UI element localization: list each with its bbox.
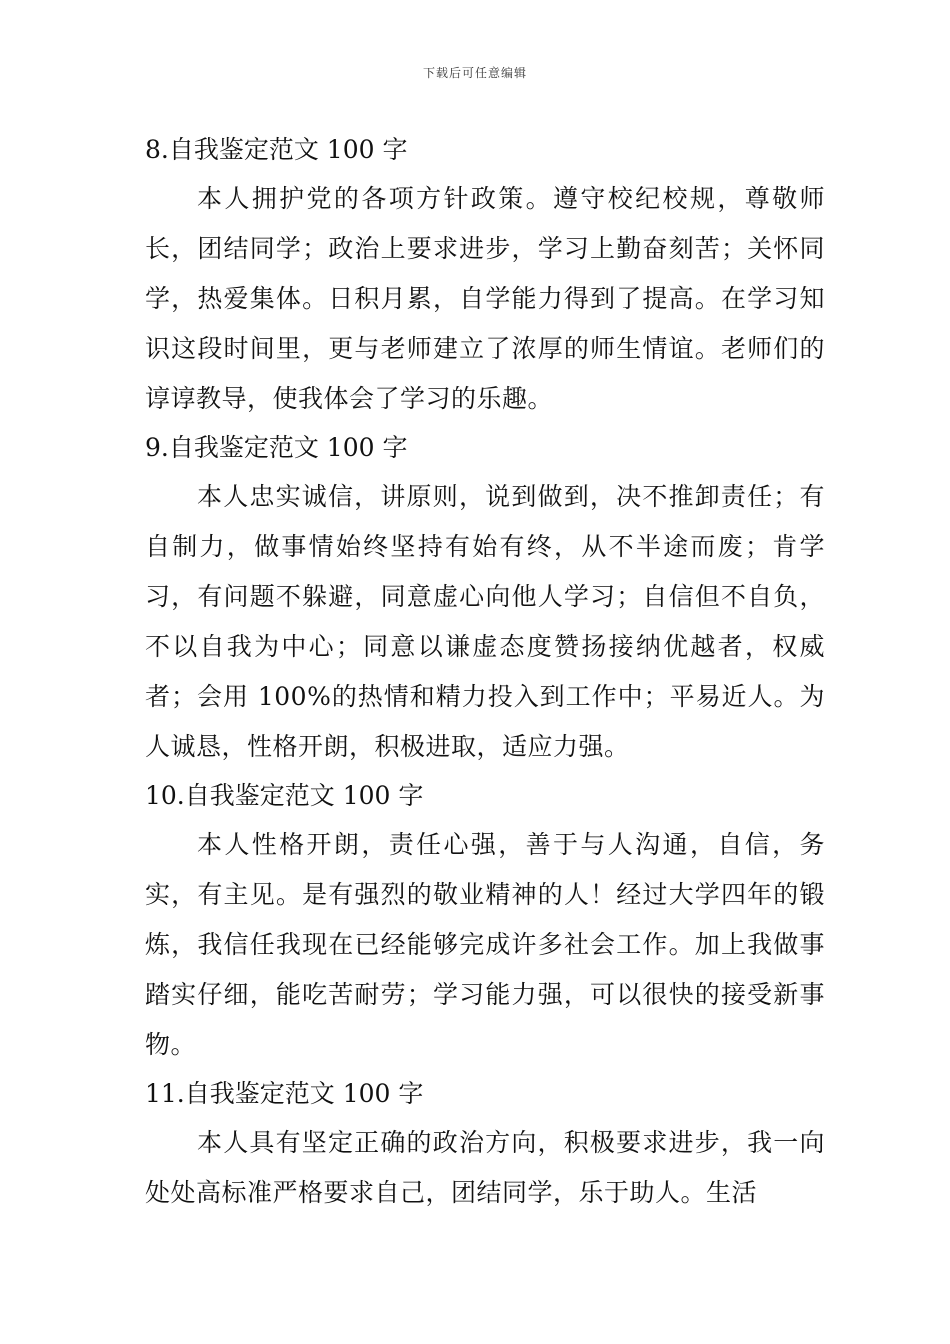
page-header: 下载后可任意编辑 [422,66,527,80]
section-heading: 11.自我鉴定范文 100 字 [145,1079,424,1108]
section-11 [145,1070,825,1218]
section-paragraph: 本人具有坚定正确的政治方向，积极要求进步，我一向处处高标准严格要求自己，团结同学，乐于助人。生活 [145,1128,825,1207]
section-heading: 8.自我鉴定范文 100 字 [145,135,408,164]
section-9 [145,424,825,772]
section-heading: 10.自我鉴定范文 100 字 [145,781,424,810]
section-8 [145,126,825,424]
section-heading: 9.自我鉴定范文 100 字 [145,433,408,462]
document-body [145,126,825,1218]
section-10 [145,772,825,1070]
section-paragraph: 本人拥护党的各项方针政策。遵守校纪校规，尊敬师长，团结同学；政治上要求进步，学习上勤奋刻苦；关怀同学，热爱集体。日积月累，自学能力得到了提高。在学习知识这段时间里，更与老师建立了浓厚的师生情谊。老师们的谆谆教导，使我体会了学习的乐趣。 [145,184,825,413]
section-paragraph: 本人性格开朗，责任心强，善于与人沟通，自信，务实，有主见。是有强烈的敬业精神的人！经过大学四年的锻炼，我信任我现在已经能够完成许多社会工作。加上我做事踏实仔细，能吃苦耐劳；学习能力强，可以很快的接受新事物。 [145,830,825,1059]
section-paragraph: 本人忠实诚信，讲原则，说到做到，决不推卸责任；有自制力，做事情始终坚持有始有终，从不半途而废；肯学习，有问题不躲避，同意虚心向他人学习；自信但不自负，不以自我为中心；同意以谦虚态度赞扬接纳优越者，权威者；会用 100%的热情和精力投入到工作中；平易近人。为人诚恳，性格开朗，积极进取，适应力强。 [145,482,825,761]
